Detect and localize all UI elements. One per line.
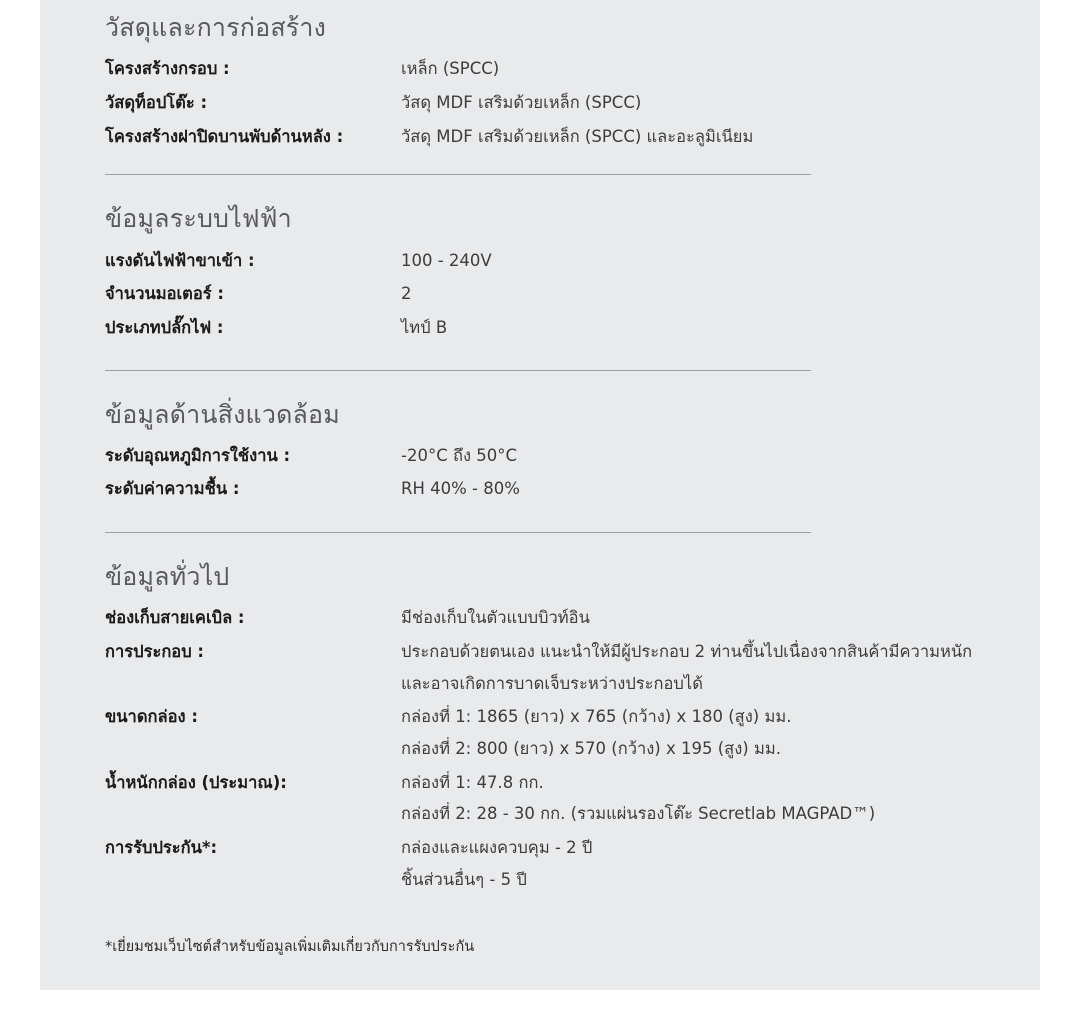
spec-label: การรับประกัน*: [105, 838, 218, 858]
spec-value [401, 701, 875, 764]
spec-value [401, 767, 875, 830]
spec-value-line: ชิ้นส่วนอื่นๆ - 5 ปี [401, 869, 527, 889]
table-row [105, 53, 875, 85]
spec-row-group [105, 602, 973, 895]
table-row [105, 440, 875, 472]
spec-label: แรงดันไฟฟ้าขาเข้า : [105, 250, 255, 270]
warranty-footnote: *เยี่ยมชมเว็บไซต์สำหรับข้อมูลเพิ่มเติมเกี่ยวกับการรับประกัน [105, 939, 475, 956]
spec-value [401, 832, 875, 895]
spec-value [401, 53, 875, 85]
spec-value-line: วัสดุ MDF เสริมด้วยเหล็ก (SPCC) และอะลูมิเนียม [401, 126, 754, 146]
spec-row-group [105, 440, 875, 505]
section-electrical-information [105, 175, 875, 343]
section-general-information [105, 533, 973, 895]
spec-value-line: และอาจเกิดการบาดเจ็บระหว่างประกอบได้ [401, 673, 703, 693]
spec-value [401, 312, 875, 344]
spec-value [401, 121, 875, 153]
table-row [105, 602, 875, 634]
table-row [105, 87, 875, 119]
spec-value-line: กล่องที่ 2: 28 - 30 กก. (รวมแผ่นรองโต๊ะ Secretlab MAGPAD™) [401, 804, 876, 824]
spec-value-line: RH 40% - 80% [401, 479, 520, 499]
section-heading: วัสดุและการก่อสร้าง [105, 13, 327, 42]
spec-label: โครงสร้างกรอบ : [105, 59, 230, 79]
spec-label: ระดับอุณหภูมิการใช้งาน : [105, 445, 291, 465]
spec-value [401, 473, 875, 505]
spec-label: การประกอบ : [105, 642, 205, 662]
spec-label: น้ำหนักกล่อง (ประมาณ): [105, 772, 287, 792]
spec-label: จำนวนมอเตอร์ : [105, 284, 225, 304]
spec-value [401, 87, 875, 119]
spec-row-group [105, 245, 875, 344]
spec-value-line: วัสดุ MDF เสริมด้วยเหล็ก (SPCC) [401, 92, 642, 112]
specification-panel [40, 0, 1040, 990]
table-row [105, 245, 875, 277]
table-row [105, 636, 973, 699]
section-heading: ข้อมูลทั่วไป [105, 562, 230, 592]
table-row [105, 701, 875, 764]
section-heading: ข้อมูลด้านสิ่งแวดล้อม [105, 399, 340, 429]
spec-label: ช่องเก็บสายเคเบิล : [105, 608, 245, 628]
spec-label: ขนาดกล่อง : [105, 707, 198, 727]
spec-value-line: กล่องที่ 1: 1865 (ยาว) x 765 (กว้าง) x 180 (สูง) มม. [401, 707, 792, 727]
spec-label: โครงสร้างฝาปิดบานพับด้านหลัง : [105, 126, 344, 146]
section-heading: ข้อมูลระบบไฟฟ้า [105, 204, 292, 234]
spec-value-line: เหล็ก (SPCC) [401, 59, 500, 79]
spec-value-line: 2 [401, 284, 412, 304]
spec-value-line: ประกอบด้วยตนเอง แนะนำให้มีผู้ประกอบ 2 ท่านขึ้นไปเนื่องจากสินค้ามีความหนัก [401, 642, 973, 662]
spec-row-group [105, 53, 875, 152]
spec-label: ระดับค่าความชื้น : [105, 479, 240, 499]
section-environmental-information [105, 371, 875, 506]
spec-label: ประเภทปลั๊กไฟ : [105, 317, 224, 337]
table-row [105, 278, 875, 310]
specification-content [105, 0, 973, 959]
spec-value [401, 440, 875, 472]
spec-value-line: ไทป์ B [401, 317, 448, 337]
table-row [105, 312, 875, 344]
spec-value-line: -20°C ถึง 50°C [401, 445, 518, 465]
spec-label: วัสดุท็อปโต๊ะ : [105, 92, 208, 112]
table-row [105, 473, 875, 505]
spec-value [401, 278, 875, 310]
spec-value [401, 245, 875, 277]
section-materials-and-construction [105, 0, 875, 152]
table-row [105, 832, 875, 895]
table-row [105, 767, 875, 830]
table-row [105, 121, 875, 153]
spec-value [401, 636, 972, 699]
spec-value-line: กล่องที่ 2: 800 (ยาว) x 570 (กว้าง) x 195 (สูง) มม. [401, 739, 781, 759]
spec-value [401, 602, 875, 634]
spec-value-line: กล่องที่ 1: 47.8 กก. [401, 772, 544, 792]
spec-value-line: กล่องและแผงควบคุม - 2 ปี [401, 838, 593, 858]
spec-value-line: มีช่องเก็บในตัวแบบบิวท์อิน [401, 608, 590, 628]
spec-value-line: 100 - 240V [401, 250, 492, 270]
